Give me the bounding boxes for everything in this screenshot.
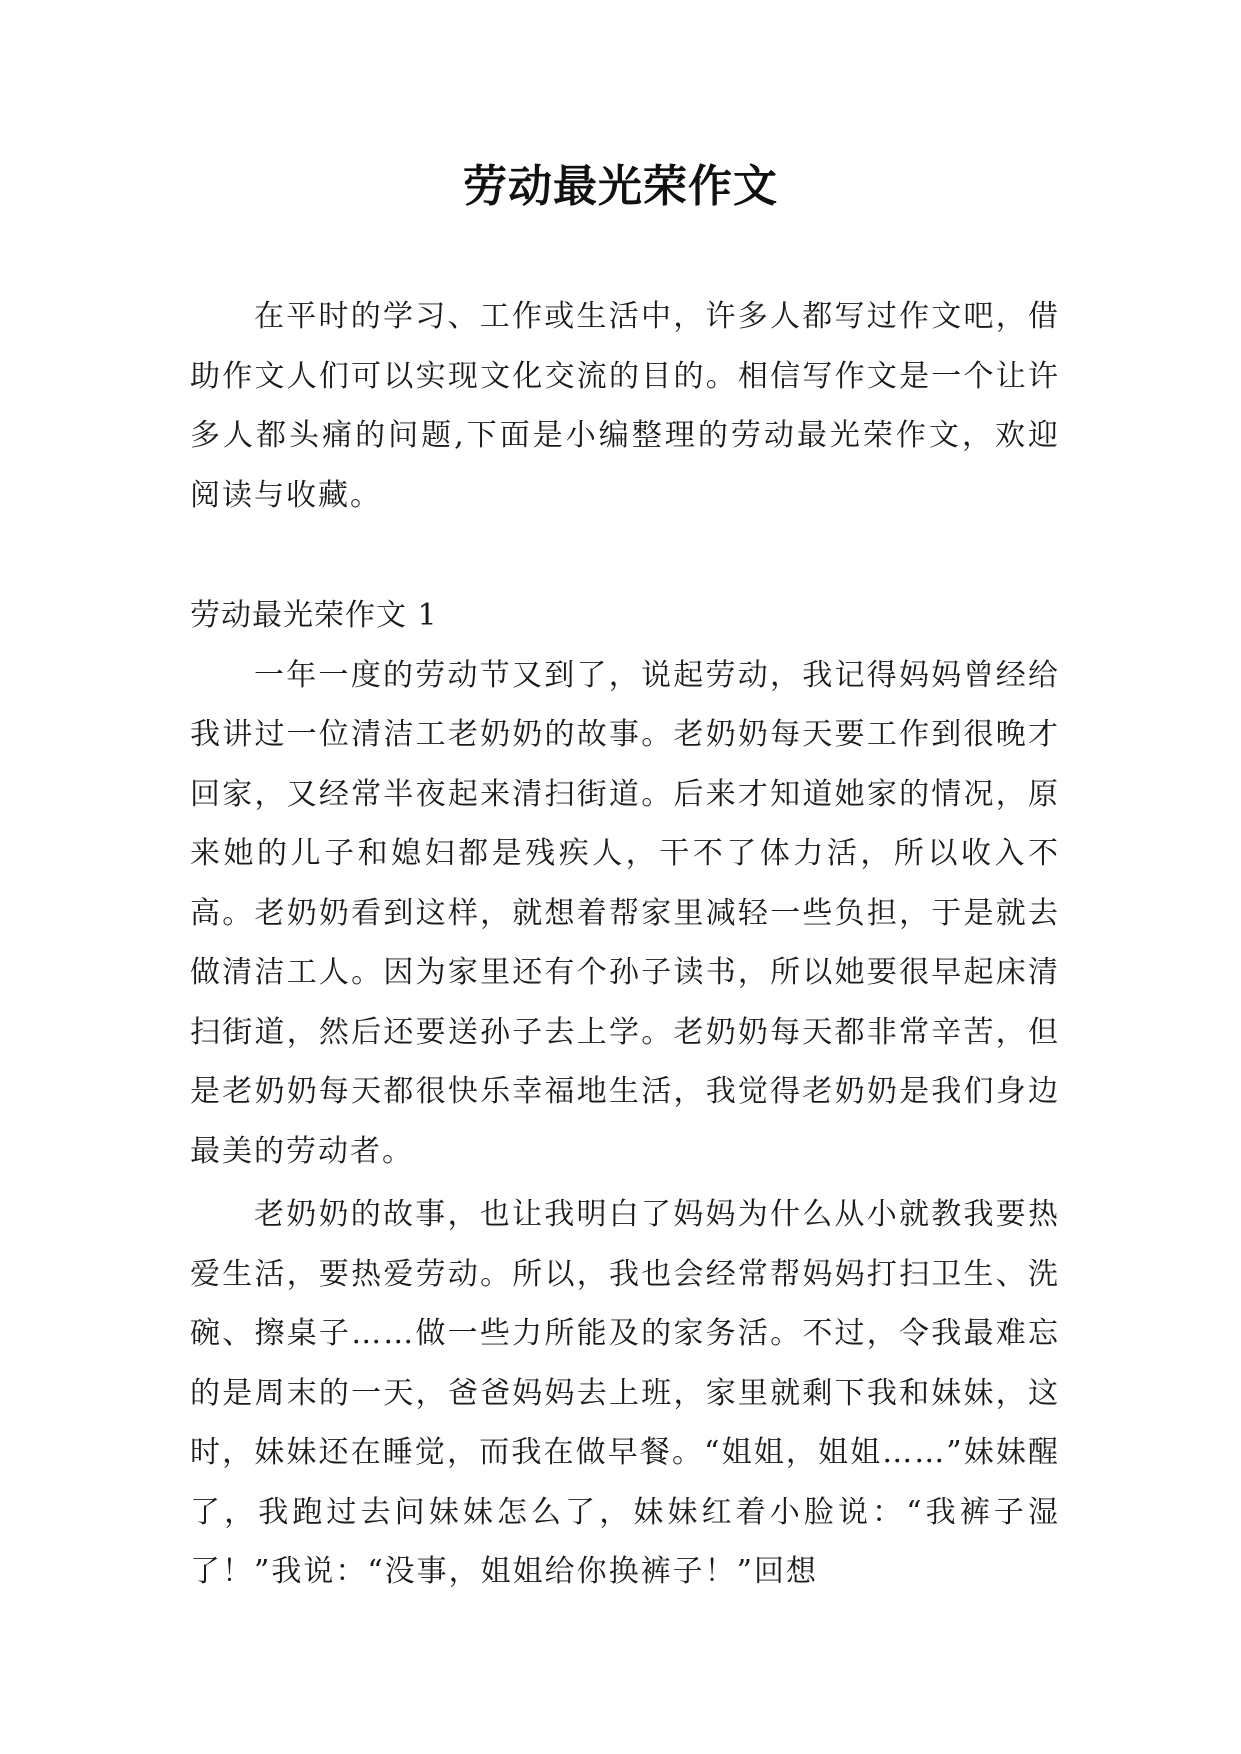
document-title: 劳动最光荣作文: [463, 161, 778, 212]
body-paragraph-2: 老奶奶的故事，也让我明白了妈妈为什么从小就教我要热爱生活，要热爱劳动。所以，我也会经常帮妈妈打扫卫生、洗碗、擦桌子……做一些力所能及的家务活。不过，令我最难忘的是周末的一天，爸爸妈妈去上班，家里就剩下我和妹妹，这时，妹妹还在睡觉，而我在做早餐。“姐姐，姐姐……”妹妹醒了，我跑过去问妹妹怎么了，妹妹红着小脸说：“我裤子湿了！”我说：“没事，姐姐给你换裤子！”回想: [190, 1197, 1060, 1589]
body-paragraph-1: 一年一度的劳动节又到了，说起劳动，我记得妈妈曾经给我讲过一位清洁工老奶奶的故事。老奶奶每天要工作到很晚才回家，又经常半夜起来清扫街道。后来才知道她家的情况，原来她的儿子和媳妇都是残疾人，干不了体力活，所以收入不高。老奶奶看到这样，就想着帮家里减轻一些负担，于是就去做清洁工人。因为家里还有个孙子读书，所以她要很早起床清扫街道，然后还要送孙子去上学。老奶奶每天都非常辛苦，但是老奶奶每天都很快乐幸福地生活，我觉得老奶奶是我们身边最美的劳动者。: [190, 657, 1060, 1169]
document-body: [190, 287, 1060, 1602]
intro-paragraph: 在平时的学习、工作或生活中，许多人都写过作文吧，借助作文人们可以实现文化交流的目的。相信写作文是一个让许多人都头痛的问题,下面是小编整理的劳动最光荣作文，欢迎阅读与收藏。: [190, 299, 1060, 513]
section-heading: 劳动最光荣作文 1: [190, 598, 438, 633]
